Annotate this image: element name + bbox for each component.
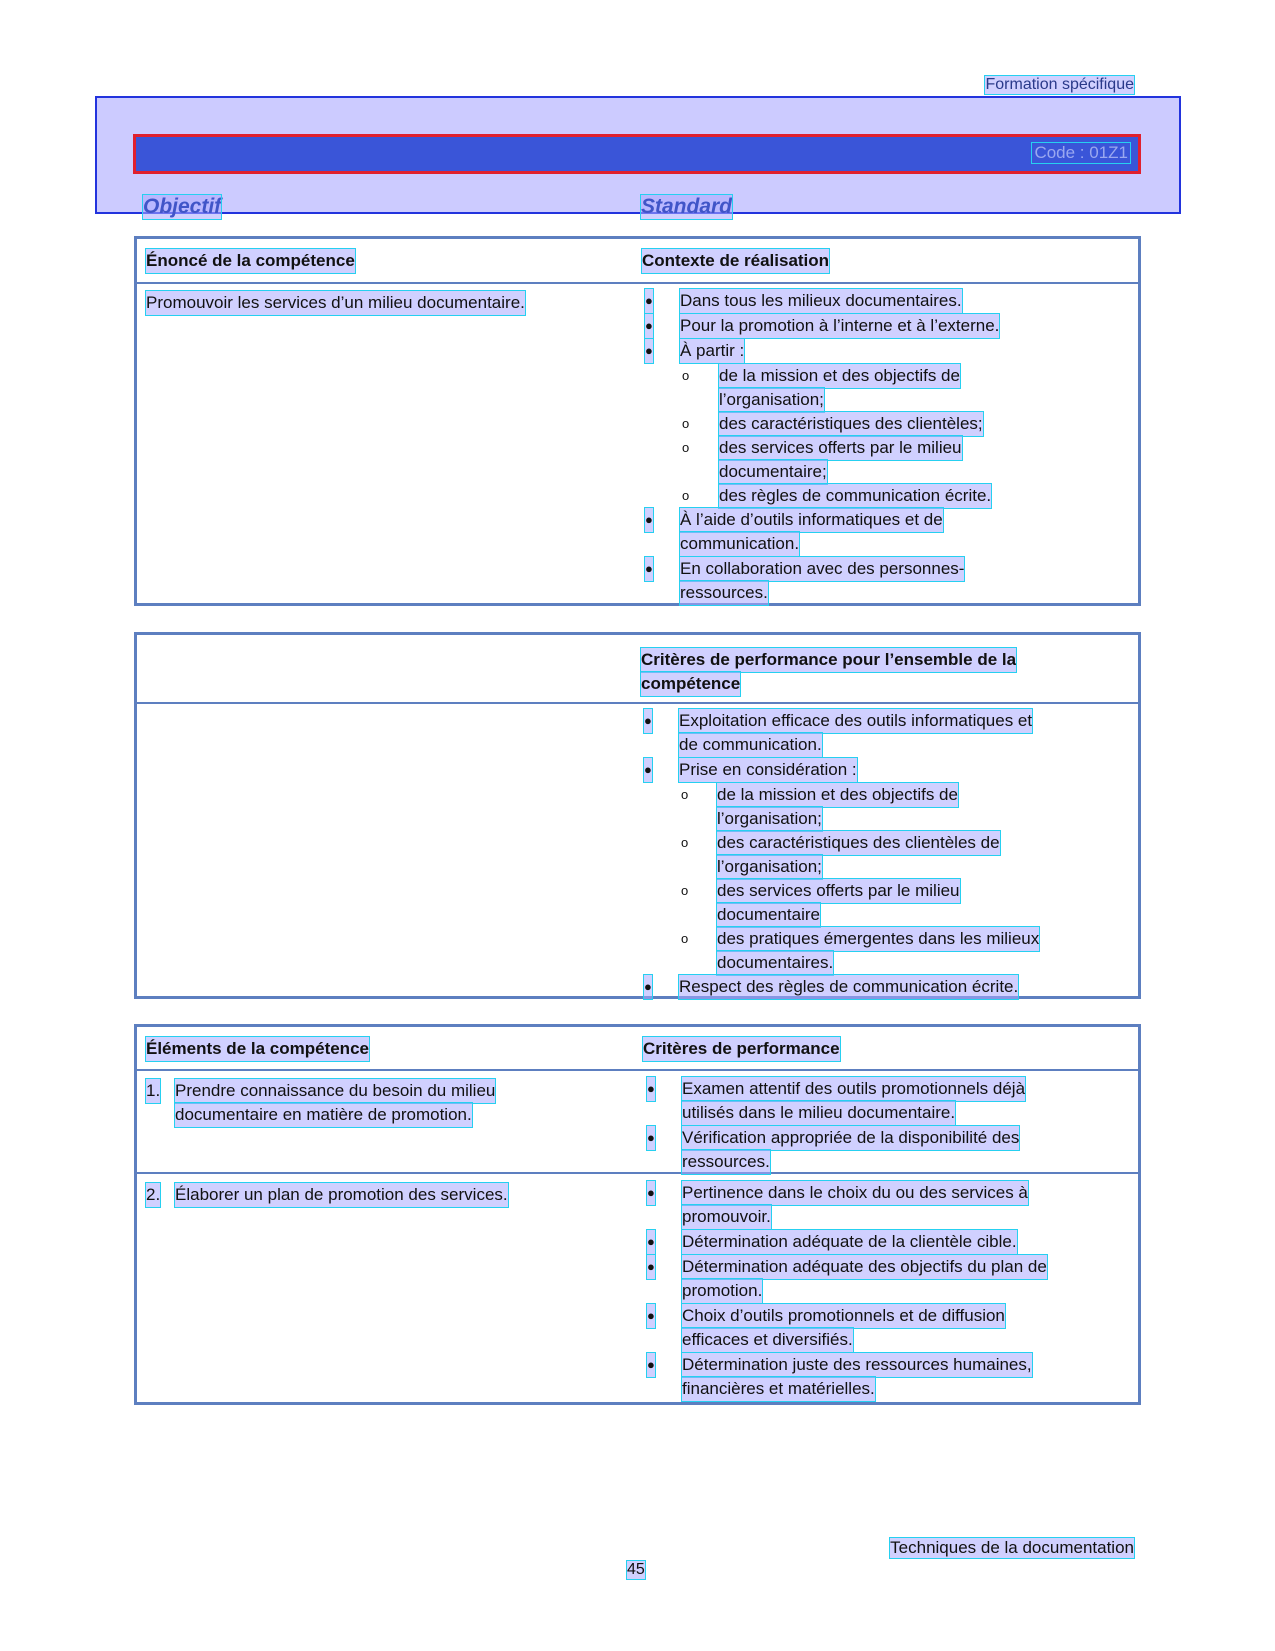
list-item-text: Détermination adéquate de la clientèle cible.: [682, 1230, 1017, 1254]
list-item-text: Vérification appropriée de la disponibilité des: [682, 1126, 1019, 1150]
list-item-text: Examen attentif des outils promotionnels déjà: [682, 1077, 1025, 1101]
enonce-header: Énoncé de la compétence: [146, 249, 355, 273]
bullet-icon: ●: [645, 508, 653, 532]
list-item-text: l’organisation;: [717, 855, 822, 879]
element-number: 1.: [146, 1079, 160, 1103]
sub-bullet-icon: o: [682, 416, 690, 431]
code-bar: [133, 134, 1141, 174]
bullet-icon: ●: [647, 1077, 655, 1101]
standard-label: Standard: [641, 195, 733, 218]
element-text: documentaire en matière de promotion.: [175, 1103, 472, 1127]
divider: [137, 1069, 1138, 1071]
sub-bullet-icon: o: [682, 440, 690, 455]
footer-title: Techniques de la documentation: [890, 1538, 1134, 1557]
list-item-text: documentaire: [717, 903, 820, 927]
criteres-ensemble-box: [134, 632, 1141, 999]
bullet-icon: ●: [647, 1181, 655, 1205]
divider: [137, 282, 1138, 284]
list-item-text: À partir :: [680, 339, 744, 363]
bullet-icon: ●: [645, 289, 653, 313]
sub-bullet-icon: o: [681, 883, 689, 898]
list-item-text: promotion.: [682, 1279, 762, 1303]
list-item-text: Choix d’outils promotionnels et de diffusion: [682, 1304, 1005, 1328]
sub-bullet-icon: o: [681, 835, 689, 850]
bullet-icon: ●: [644, 709, 652, 733]
sub-bullet-icon: o: [681, 787, 689, 802]
list-item-text: À l’aide d’outils informatiques et de: [680, 508, 943, 532]
list-item-text: l’organisation;: [717, 807, 822, 831]
sub-bullet-icon: o: [682, 488, 690, 503]
code-label: Code : 01Z1: [1034, 143, 1128, 162]
list-item-text: Exploitation efficace des outils informatiques et: [679, 709, 1032, 733]
list-item-text: des services offerts par le milieu: [719, 436, 962, 460]
objectif-label: Objectif: [143, 195, 222, 218]
sub-bullet-icon: o: [681, 931, 689, 946]
element-number: 2.: [146, 1183, 160, 1207]
list-item-text: documentaires.: [717, 951, 833, 975]
bullet-icon: ●: [645, 339, 653, 363]
page-number: 45: [627, 1561, 645, 1578]
list-item-text: ressources.: [682, 1150, 770, 1174]
list-item-text: des caractéristiques des clientèles;: [719, 412, 983, 436]
enonce-text: Promouvoir les services d’un milieu documentaire.: [146, 291, 525, 315]
bullet-icon: ●: [645, 314, 653, 338]
list-item-text: de communication.: [679, 733, 822, 757]
criteres-ensemble-header-line-1: Critères de performance pour l’ensemble de la: [641, 648, 1016, 672]
bullet-icon: ●: [645, 557, 653, 581]
list-item-text: Dans tous les milieux documentaires.: [680, 289, 962, 313]
list-item-text: communication.: [680, 532, 799, 556]
list-item-text: Prise en considération :: [679, 758, 857, 782]
competence-box: [134, 236, 1141, 606]
list-item-text: l’organisation;: [719, 388, 824, 412]
bullet-icon: ●: [647, 1126, 655, 1150]
list-item-text: des pratiques émergentes dans les milieux: [717, 927, 1039, 951]
contexte-header: Contexte de réalisation: [642, 249, 829, 273]
element-text: Prendre connaissance du besoin du milieu: [175, 1079, 495, 1103]
list-item-text: Pertinence dans le choix du ou des services à: [682, 1181, 1028, 1205]
divider: [137, 1172, 1138, 1174]
bullet-icon: ●: [647, 1255, 655, 1279]
list-item-text: documentaire;: [719, 460, 827, 484]
criteres-ensemble-header-line-2: compétence: [641, 672, 740, 696]
divider: [137, 702, 1138, 704]
list-item-text: utilisés dans le milieu documentaire.: [682, 1101, 955, 1125]
bullet-icon: ●: [644, 758, 652, 782]
list-item-text: de la mission et des objectifs de: [717, 783, 958, 807]
sub-bullet-icon: o: [682, 368, 690, 383]
elements-box: [134, 1024, 1141, 1405]
list-item-text: Détermination juste des ressources humaines,: [682, 1353, 1032, 1377]
list-item-text: de la mission et des objectifs de: [719, 364, 960, 388]
list-item-text: Respect des règles de communication écrite.: [679, 975, 1018, 999]
element-text: Élaborer un plan de promotion des services.: [175, 1183, 508, 1207]
list-item-text: En collaboration avec des personnes-: [680, 557, 964, 581]
list-item-text: ressources.: [680, 581, 768, 605]
list-item-text: des services offerts par le milieu: [717, 879, 960, 903]
bullet-icon: ●: [644, 975, 652, 999]
list-item-text: efficaces et diversifiés.: [682, 1328, 853, 1352]
running-head: Formation spécifique: [985, 76, 1134, 93]
list-item-text: des règles de communication écrite.: [719, 484, 991, 508]
list-item-text: financières et matérielles.: [682, 1377, 875, 1401]
criteres-header: Critères de performance: [643, 1037, 840, 1061]
list-item-text: des caractéristiques des clientèles de: [717, 831, 1000, 855]
elements-header: Éléments de la compétence: [146, 1037, 369, 1061]
list-item-text: Pour la promotion à l’interne et à l’externe.: [680, 314, 999, 338]
list-item-text: promouvoir.: [682, 1205, 771, 1229]
bullet-icon: ●: [647, 1230, 655, 1254]
bullet-icon: ●: [647, 1304, 655, 1328]
list-item-text: Détermination adéquate des objectifs du plan de: [682, 1255, 1047, 1279]
bullet-icon: ●: [647, 1353, 655, 1377]
